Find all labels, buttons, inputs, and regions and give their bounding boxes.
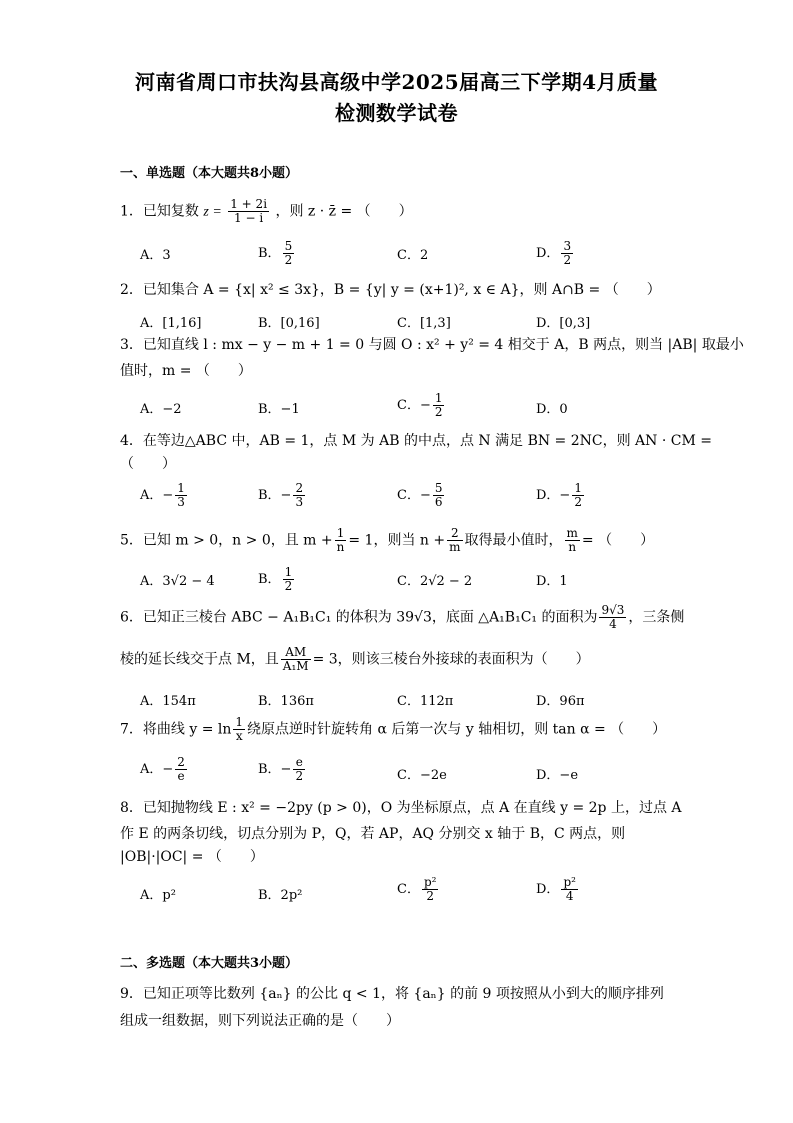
option-d[interactable]: D． $\frac{\text{p²}}{4}$ [536,875,576,903]
option-c[interactable]: C．[1,3] [397,316,451,331]
question-8-line3: |OB|·|OC| = （ ） [120,849,264,865]
option-c[interactable]: C．112π [397,694,454,709]
option-a[interactable]: A．− $\frac{1}{3}$ [140,481,185,509]
option-d[interactable]: D．1 [536,574,568,589]
option-a[interactable]: A．154π [140,694,196,709]
section-multi-choice: 二、多选题（本大题共3小题） [120,956,299,971]
option-c[interactable]: C． $\frac{\text{p²}}{2}$ [397,875,437,903]
option-c[interactable]: C．−2e [397,768,447,783]
question-3-line2: 值时，m = （ ） [120,363,252,379]
option-d[interactable]: D．−e [536,768,579,783]
option-a[interactable]: A．3√2 − 4 [140,574,215,589]
option-d[interactable]: D．[0,3] [536,316,591,331]
section-single-choice: 一、单选题（本大题共8小题） [120,166,299,181]
option-b[interactable]: B． $\frac{1}{2}$ [258,565,293,593]
question-1: 1．已知复数 z = $\frac{1 + 2i}{1 - i}$ ，则 z · z̄ = （ ） [120,197,413,225]
question-8-line2: 作 E 的两条切线，切点分别为 P，Q，若 AP，AQ 分别交 x 轴于 B，C 两点，则 [120,826,626,842]
option-d[interactable]: D．0 [536,402,568,417]
question-6-line1: 6．已知正三棱台 ABC − A₁B₁C₁ 的体积为 39√3，底面 △A₁B₁C₁ 的面积为 $\frac{9√3}{4}$ ，三条侧 [120,603,685,631]
option-b[interactable]: B．[0,16] [258,316,320,331]
exam-title-line1: 河南省周口市扶沟县高级中学2025届高三下学期4月质量 [134,70,659,94]
option-a[interactable]: A．3 [140,248,171,263]
option-b[interactable]: B．− $\frac{2}{3}$ [258,481,304,509]
option-d[interactable]: D．− $\frac{1}{2}$ [536,481,582,509]
option-b[interactable]: B．2p² [258,888,303,903]
question-4-line2: （ ） [120,456,176,472]
option-c[interactable]: C．2 [397,248,429,263]
option-b[interactable]: B．136π [258,694,314,709]
question-7: 7．将曲线 y = ln $\frac{1}{x}$ 绕原点逆时针旋转角 α 后第一次与 y 轴相切，则 tan α = （ ） [120,715,667,743]
option-c[interactable]: C．2√2 − 2 [397,574,473,589]
option-b[interactable]: B．−1 [258,402,300,417]
option-c[interactable]: C．− $\frac{5}{6}$ [397,481,443,509]
question-8-line1: 8．已知抛物线 E : x² = −2py (p > 0)，O 为坐标原点，点 A 在直线 y = 2p 上，过点 A [120,800,682,816]
exam-title-line2: 检测数学试卷 [335,101,458,125]
option-d[interactable]: D．96π [536,694,585,709]
question-9-line1: 9．已知正项等比数列 {aₙ} 的公比 q < 1，将 {aₙ} 的前 9 项按照从小到大的顺序排列 [120,986,664,1002]
option-b[interactable]: B． $\frac{5}{2}$ [258,239,293,267]
question-6-line2: 棱的延长线交于点 M，且 $\frac{AM}{\text{A₁M}}$ = 3，则该三棱台外接球的表面积为（ ） [120,645,590,673]
question-3-line1: 3．已知直线 l : mx − y − m + 1 = 0 与圆 O : x² + y² = 4 相交于 A，B 两点，则当 |AB| 取最小 [120,337,744,353]
option-c[interactable]: C．− $\frac{1}{2}$ [397,391,443,419]
question-4-line1: 4．在等边△ABC 中，AB = 1，点 M 为 AB 的中点，点 N 满足 BN = 2NC，则 AN · CM = [120,433,712,449]
question-5: 5．已知 m > 0，n > 0，且 m + $\frac{1}{n}$ = 1，则当 n + $\frac{2}{m}$ 取得最小值时， $\frac{m}{n}$ = （ ） [120,526,655,554]
question-2: 2．已知集合 A = {x| x² ≤ 3x}，B = {y| y = (x+1)², x ∈ A}，则 A∩B = （ ） [120,282,661,298]
question-9-line2: 组成一组数据，则下列说法正确的是（ ） [120,1013,400,1029]
option-a[interactable]: A．[1,16] [140,316,202,331]
option-b[interactable]: B．− $\frac{e}{2}$ [258,755,304,783]
option-d[interactable]: D． $\frac{3}{2}$ [536,239,572,267]
option-a[interactable]: A．p² [140,888,176,903]
fraction: $\frac{1 + 2i}{1 - i}$ [230,197,268,225]
option-a[interactable]: A．−2 [140,402,182,417]
option-a[interactable]: A．− $\frac{2}{e}$ [140,755,185,783]
